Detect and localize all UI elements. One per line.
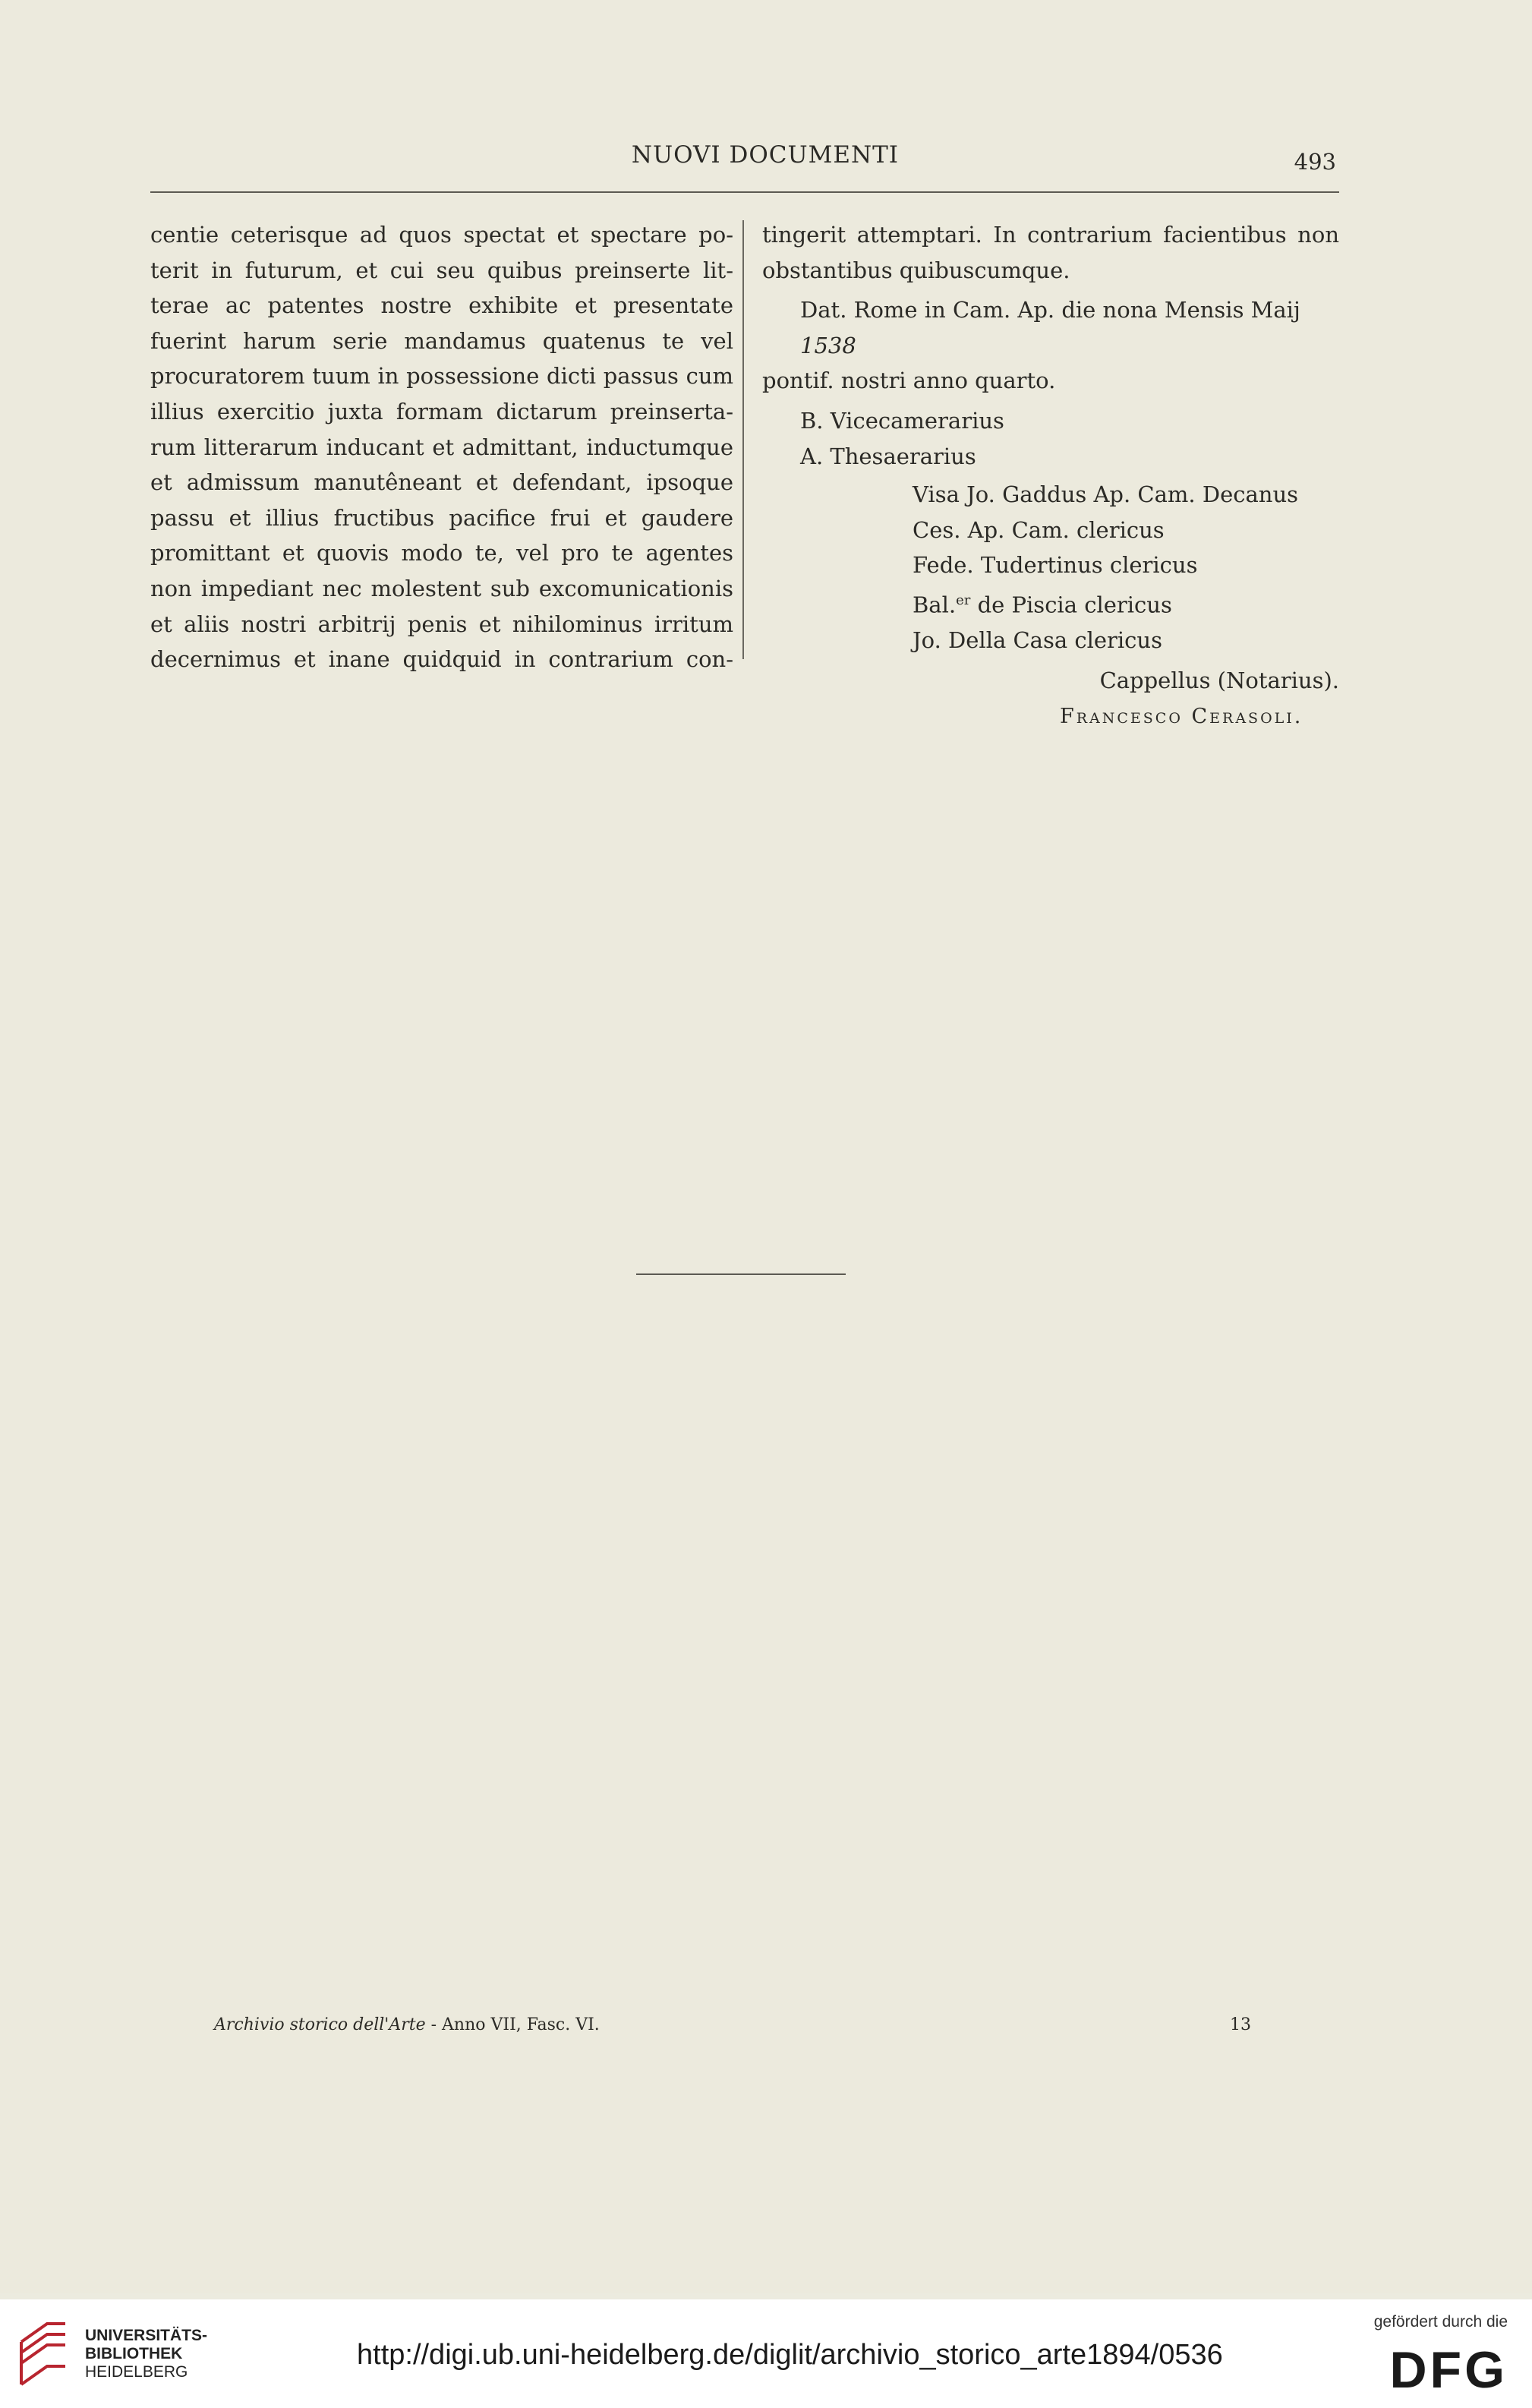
- dfg-logo: DFG: [1389, 2341, 1508, 2399]
- library-name: [85, 2327, 207, 2381]
- text-line: terit in futurum, et cui seu quibus preinserte lit-: [150, 257, 733, 283]
- text-line: pontif. nostri anno quarto.: [762, 368, 1056, 394]
- signer-line: A. Thesaerarius: [800, 443, 976, 469]
- date-text: Dat. Rome in Cam. Ap. die nona Mensis Maij: [800, 297, 1300, 323]
- date-line: [762, 292, 1339, 363]
- signer-superscript: er: [956, 592, 971, 608]
- text-line: rum litterarum inducant et admittant, inductumque: [150, 434, 733, 460]
- footer-journal: [214, 2015, 600, 2034]
- page-number: 493: [1294, 149, 1336, 175]
- signer-line: Ces. Ap. Cam. clericus: [913, 516, 1165, 543]
- permalink[interactable]: http://digi.ub.uni-heidelberg.de/diglit/archivio_storico_arte1894/0536: [357, 2339, 1223, 2371]
- right-column: [762, 217, 1339, 698]
- viewer-footer-bar: [0, 2299, 1532, 2408]
- library-logo-icon: [17, 2319, 70, 2389]
- library-name-line: UNIVERSITÄTS-: [85, 2327, 208, 2344]
- author-signature: Francesco Cerasoli.: [1060, 705, 1303, 728]
- text-line: fuerint harum serie mandamus quatenus te vel: [150, 327, 733, 354]
- library-name-line: HEIDELBERG: [85, 2363, 188, 2381]
- library-name-line: BIBLIOTHEK: [85, 2345, 183, 2362]
- text-line: passu et illius fructibus pacifice frui et gaudere: [150, 504, 733, 531]
- text-line: non impediant nec molestent sub excomunicationis: [150, 575, 733, 601]
- journal-issue: - Anno VII, Fasc. VI.: [425, 2015, 600, 2034]
- text-line: tingerit attemptari. In contrarium facientibus non: [762, 222, 1339, 248]
- text-line: procuratorem tuum in possessione dicti passus cum: [150, 363, 733, 390]
- text-line: centie ceterisque ad quos spectat et spectare po-: [150, 222, 733, 248]
- funding-caption: gefördert durch die: [1373, 2313, 1508, 2331]
- text-line: promittant et quovis modo te, vel pro te agentes: [150, 540, 733, 566]
- signer-abbrev: Bal.: [913, 592, 957, 618]
- signer-line: Fede. Tudertinus clericus: [913, 552, 1198, 579]
- left-column: [150, 217, 733, 677]
- text-line: terae ac patentes nostre exhibite et presentate: [150, 292, 733, 319]
- signer-line: B. Vicecamerarius: [800, 407, 1004, 434]
- date-year: 1538: [800, 332, 856, 358]
- journal-title: Archivio storico dell'Arte: [214, 2015, 426, 2034]
- signer-line: [762, 583, 1339, 623]
- signer-line: Jo. Della Casa clericus: [913, 627, 1162, 654]
- text-line: illius exercitio juxta formam dictarum preinserta-: [150, 398, 733, 424]
- text-line: et aliis nostri arbitrij penis et nihilominus irritum: [150, 611, 733, 637]
- notary-line: Cappellus (Notarius).: [1099, 667, 1339, 693]
- signer-text: de Piscia clericus: [970, 592, 1172, 618]
- signer-line: Visa Jo. Gaddus Ap. Cam. Decanus: [913, 481, 1299, 508]
- text-line: obstantibus quibuscumque.: [762, 257, 1070, 283]
- column-divider: [742, 220, 744, 659]
- signature-mark: 13: [1230, 2015, 1251, 2034]
- text-line: et admissum manutêneant et defendant, ipsoque: [150, 469, 733, 496]
- running-head: NUOVI DOCUMENTI: [631, 141, 899, 169]
- text-line: decernimus et inane quidquid in contrarium con-: [150, 646, 733, 673]
- header-rule: [150, 191, 1339, 193]
- section-rule: [636, 1273, 846, 1275]
